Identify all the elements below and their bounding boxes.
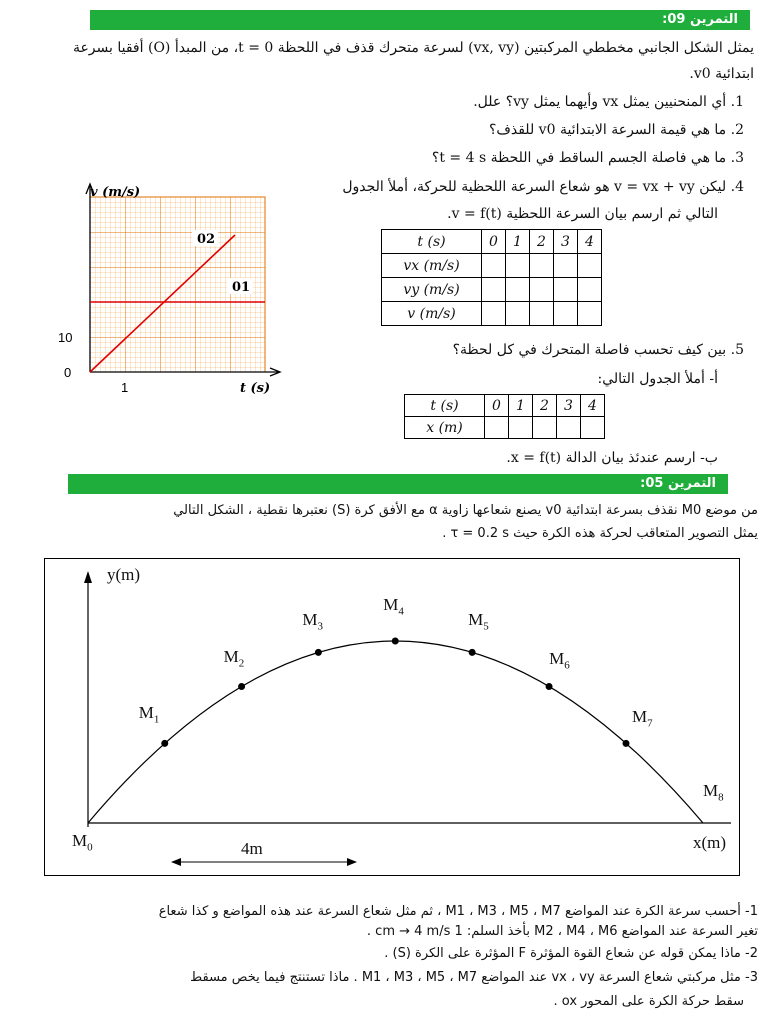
table-cell: 2 xyxy=(530,230,554,254)
trajectory-point-m6 xyxy=(546,683,553,690)
trajectory-point-m1 xyxy=(161,740,168,747)
ex05-question-1a: 1- أحسب سرعة الكرة عند المواضع M1 ، M3 ، M5 ، M7 ، ثم مثل شعاع السرعة عند هذه المواضع و كذا شعاع xyxy=(158,904,758,919)
table-cell: vx (m/s) xyxy=(382,254,482,278)
point-label-m1: $M_1$ xyxy=(138,703,160,726)
table-row xyxy=(382,278,602,302)
trajectory-point-m5 xyxy=(469,649,476,656)
velocity-graph xyxy=(50,180,290,400)
ex09-question-4a: 4. ليكن v = vx + vy هو شعاع السرعة اللحظية للحركة، أملأ الجدول xyxy=(342,179,744,195)
table-cell: 0 xyxy=(485,395,509,417)
trajectory-point-m3 xyxy=(315,649,322,656)
ex09-question-5: 5. بين كيف تحسب فاصلة المتحرك في كل لحظة؟ xyxy=(452,342,744,358)
point-label-m8: $M_8$ xyxy=(703,781,724,804)
ex09-question-3: 3. ما هي فاصلة الجسم الساقط في اللحظة t = 4 s؟ xyxy=(431,150,744,166)
graph-origin: 0 xyxy=(64,365,72,380)
table-cell: 1 xyxy=(509,395,533,417)
point-label-m2: $M_2$ xyxy=(223,646,245,669)
point-label-m6: $M_6$ xyxy=(549,648,570,671)
graph-xlabel: t (s) xyxy=(240,381,271,396)
velocity-table xyxy=(381,229,602,326)
table-cell: 4 xyxy=(581,395,605,417)
trajectory-point-m4 xyxy=(392,638,399,645)
ex05-question-1b: تغير السرعة عند المواضع M2 ، M4 ، M6 بأخذ السلم: 1 cm → 4 m/s . xyxy=(366,924,758,939)
point-label-m0: $M_0$ xyxy=(72,831,93,854)
scale-right-arrow-icon xyxy=(347,858,357,866)
point-label-m7: $M_7$ xyxy=(632,707,653,730)
trajectory-point-m7 xyxy=(623,740,630,747)
ex05-intro-line2: يمثل التصوير المتعاقب لحركة هذه الكرة حيث τ = 0.2 s . xyxy=(442,526,758,541)
table-cell: 3 xyxy=(557,395,581,417)
ex09-question-4b: التالي ثم ارسم بيان السرعة اللحظية v = f(t). xyxy=(447,206,718,222)
exercise-09-header: التمرين 09: xyxy=(90,10,750,30)
trajectory-yaxis-label: y(m) xyxy=(107,565,141,584)
trajectory-xaxis-label: x(m) xyxy=(693,833,727,852)
table-cell: 0 xyxy=(482,230,506,254)
trajectory-point-m2 xyxy=(238,683,245,690)
trajectory-scale-label: 4m xyxy=(241,839,263,858)
scale-left-arrow-icon xyxy=(171,858,181,866)
ex09-question-5b: ب- ارسم عندئذ بيان الدالة x = f(t). xyxy=(506,450,718,466)
exercise-05-header: التمرين 05: xyxy=(68,474,728,494)
point-label-m5: $M_5$ xyxy=(468,610,489,633)
graph-ytick: 10 xyxy=(58,330,73,345)
curve-02-label: 02 xyxy=(197,232,216,247)
trajectory-curve xyxy=(88,641,703,823)
ex09-intro-line1: يمثل الشكل الجانبي مخططي المركبتين (vx, vy) لسرعة متحرك قذف في اللحظة t = 0، من المبدأ (O) أفقيا بسرعة xyxy=(72,40,754,56)
table-cell: t (s) xyxy=(405,395,485,417)
ex05-question-3b: سقط حركة الكرة على المحور ox . xyxy=(553,994,744,1009)
table-cell: 4 xyxy=(578,230,602,254)
ex09-question-5a: أ- أملأ الجدول التالي: xyxy=(597,371,718,387)
y-axis-arrow-icon xyxy=(84,571,92,583)
table-cell: x (m) xyxy=(405,417,485,439)
graph-ylabel: v (m/s) xyxy=(90,185,141,200)
trajectory-figure xyxy=(44,558,740,876)
table-row xyxy=(382,254,602,278)
table-cell: t (s) xyxy=(382,230,482,254)
table-row xyxy=(405,395,605,417)
table-row xyxy=(382,230,602,254)
table-row xyxy=(382,302,602,326)
table-cell: v (m/s) xyxy=(382,302,482,326)
ex09-intro-line2: ابتدائية v0. xyxy=(689,66,754,82)
ex05-question-2: 2- ماذا يمكن قوله عن شعاع القوة المؤثرة F المؤثرة على الكرة (S) . xyxy=(384,946,758,961)
table-row xyxy=(405,417,605,439)
table-cell: vy (m/s) xyxy=(382,278,482,302)
position-table xyxy=(404,394,605,439)
table-cell: 3 xyxy=(554,230,578,254)
point-label-m3: $M_3$ xyxy=(302,610,324,633)
table-cell: 1 xyxy=(506,230,530,254)
curve-01-label: 01 xyxy=(232,280,251,295)
graph-xtick: 1 xyxy=(121,380,129,395)
ex09-question-2: 2. ما هي قيمة السرعة الابتدائية v0 للقذف؟ xyxy=(488,122,744,138)
table-cell: 2 xyxy=(533,395,557,417)
point-label-m4: $M_4$ xyxy=(383,595,404,618)
ex05-question-3a: 3- مثل مركبتي شعاع السرعة vx ، vy عند المواضع M1 ، M3 ، M5 ، M7 . ماذا تستنتج فيما يخص مسقط xyxy=(190,970,758,985)
ex09-question-1: 1. أي المنحنيين يمثل vx وأيهما يمثل vy؟ علل. xyxy=(473,94,744,110)
ex05-intro-line1: من موضع M0 نقذف بسرعة ابتدائية v0 يصنع شعاعها زاوية α مع الأفق كرة (S) نعتبرها نقطية ، الشكل التالي xyxy=(173,503,758,518)
